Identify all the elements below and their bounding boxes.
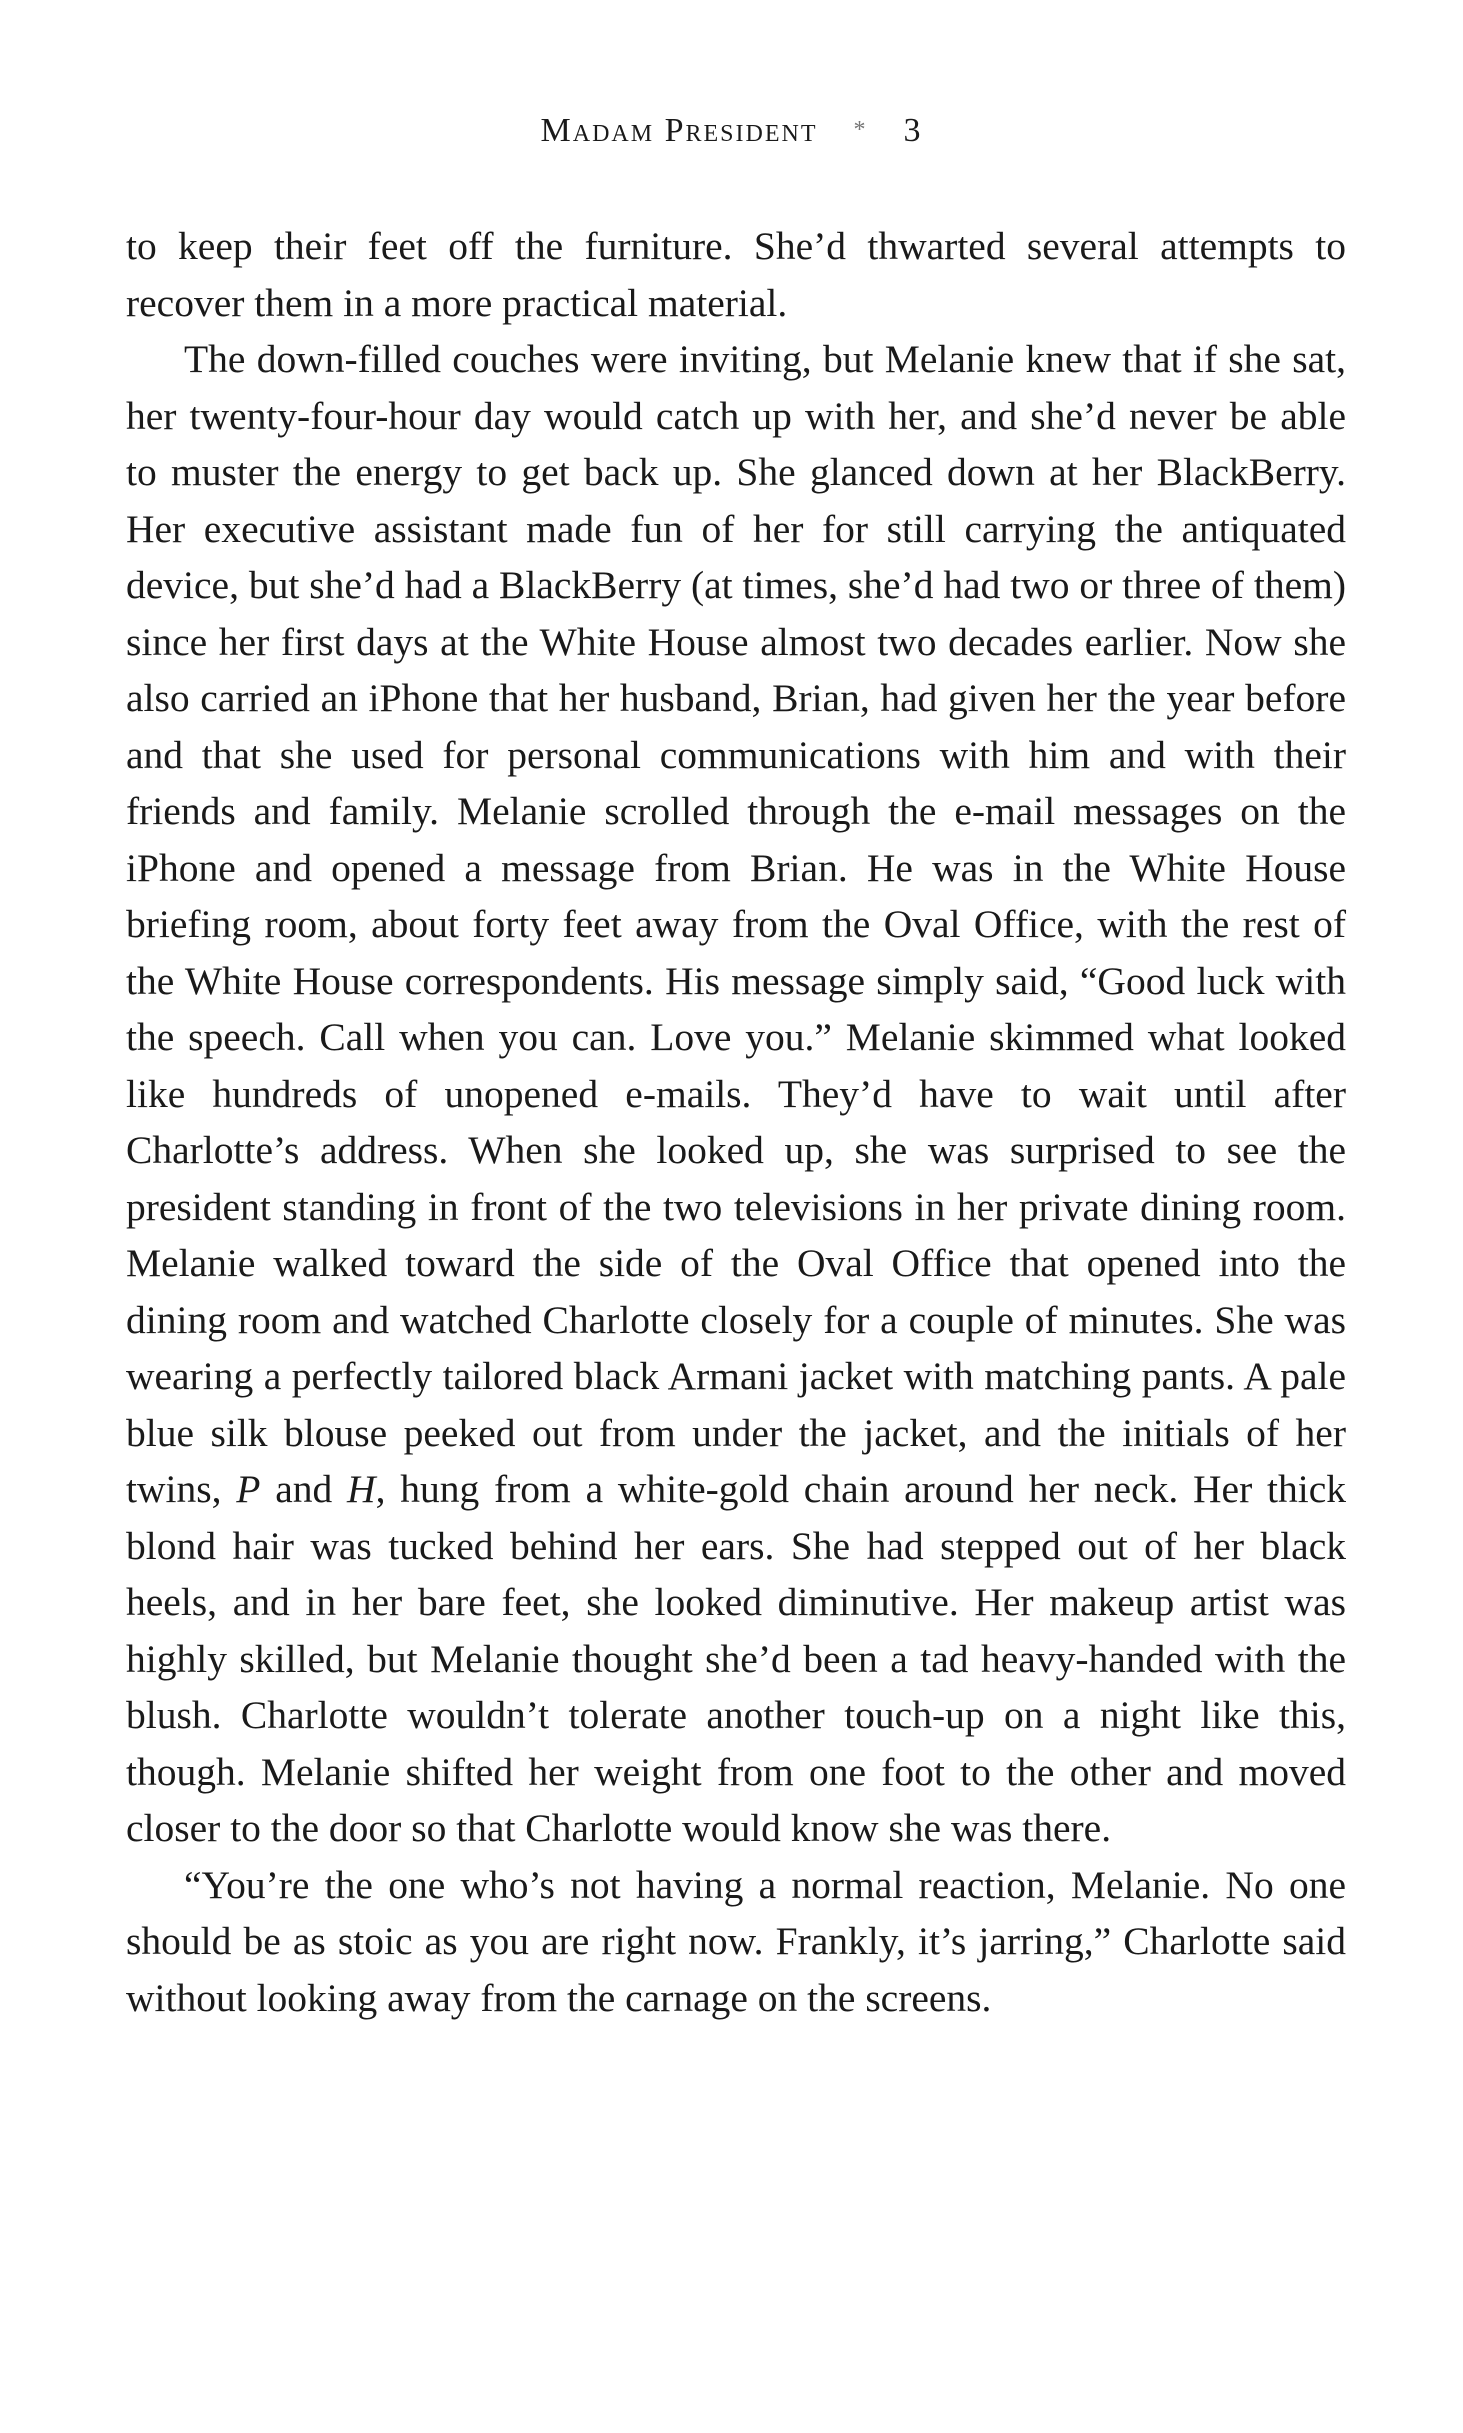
body-text: [126, 218, 1346, 2026]
running-head-title: Madam President: [540, 112, 818, 149]
paragraph-2-text-continued: , hung from a white-gold chain around her neck. Her thick blond hair was tucked behind her ears. She had stepped out of her black heels, and in her bare feet, she looked diminutive. Her makeup artist was highly skilled, but Melanie thought she’d been a tad heavy-handed with the blush. Charlotte wouldn’t tolerate another touch-up on a night like this, though. Melanie shifted her weight from one foot to the other and moved closer to the door so that Charlotte would know she was there.: [126, 1467, 1347, 1850]
asterisk-ornament-icon: *: [853, 117, 868, 143]
twin-initial-p: P: [236, 1467, 261, 1511]
paragraph-2-conjunction: and: [260, 1467, 348, 1511]
twin-initial-h: H: [347, 1467, 376, 1511]
paragraph-2: [126, 331, 1346, 1857]
paragraph-1: to keep their feet off the furniture. She’d thwarted several attempts to recover them in a more practical material.: [126, 224, 1346, 325]
running-head: [0, 112, 1463, 150]
page-number: 3: [903, 112, 923, 149]
paragraph-3: “You’re the one who’s not having a normal reaction, Melanie. No one should be as stoic as you are right now. Frankly, it’s jarring,” Charlotte said without looking away from the carnage on the screens.: [126, 1862, 1346, 2020]
paragraph-2-text: The down-filled couches were inviting, but Melanie knew that if she sat, her twenty-four-hour day would catch up with her, and she’d never be able to muster the energy to get back up. She glanced down at her BlackBerry. Her executive assistant made fun of her for still carrying the antiquated device, but she’d had a BlackBerry (at times, she’d had two or three of them) since her first days at the White House almost two decades earlier. Now she also carried an iPhone that her husband, Brian, had given her the year before and that she used for personal communications with him and with their friends and family. Melanie scrolled through the e-mail messages on the iPhone and opened a message from Brian. He was in the White House briefing room, about forty feet away from the Oval Office, with the rest of the White House correspondents. His message simply said, “Good luck with the speech. Call when you can. Love you.” Melanie skimmed what looked like hundreds of unopened e-mails. They’d have to wait until after Charlotte’s address. When she looked up, she was surprised to see the president standing in front of the two televisions in her private dining room. Melanie walked toward the side of the Oval Office that opened into the dining room and watched Charlotte closely for a couple of minutes. She was wearing a perfectly tailored black Armani jacket with matching pants. A pale blue silk blouse peeked out from under the jacket, and the initials of her twins,: [126, 337, 1346, 1511]
